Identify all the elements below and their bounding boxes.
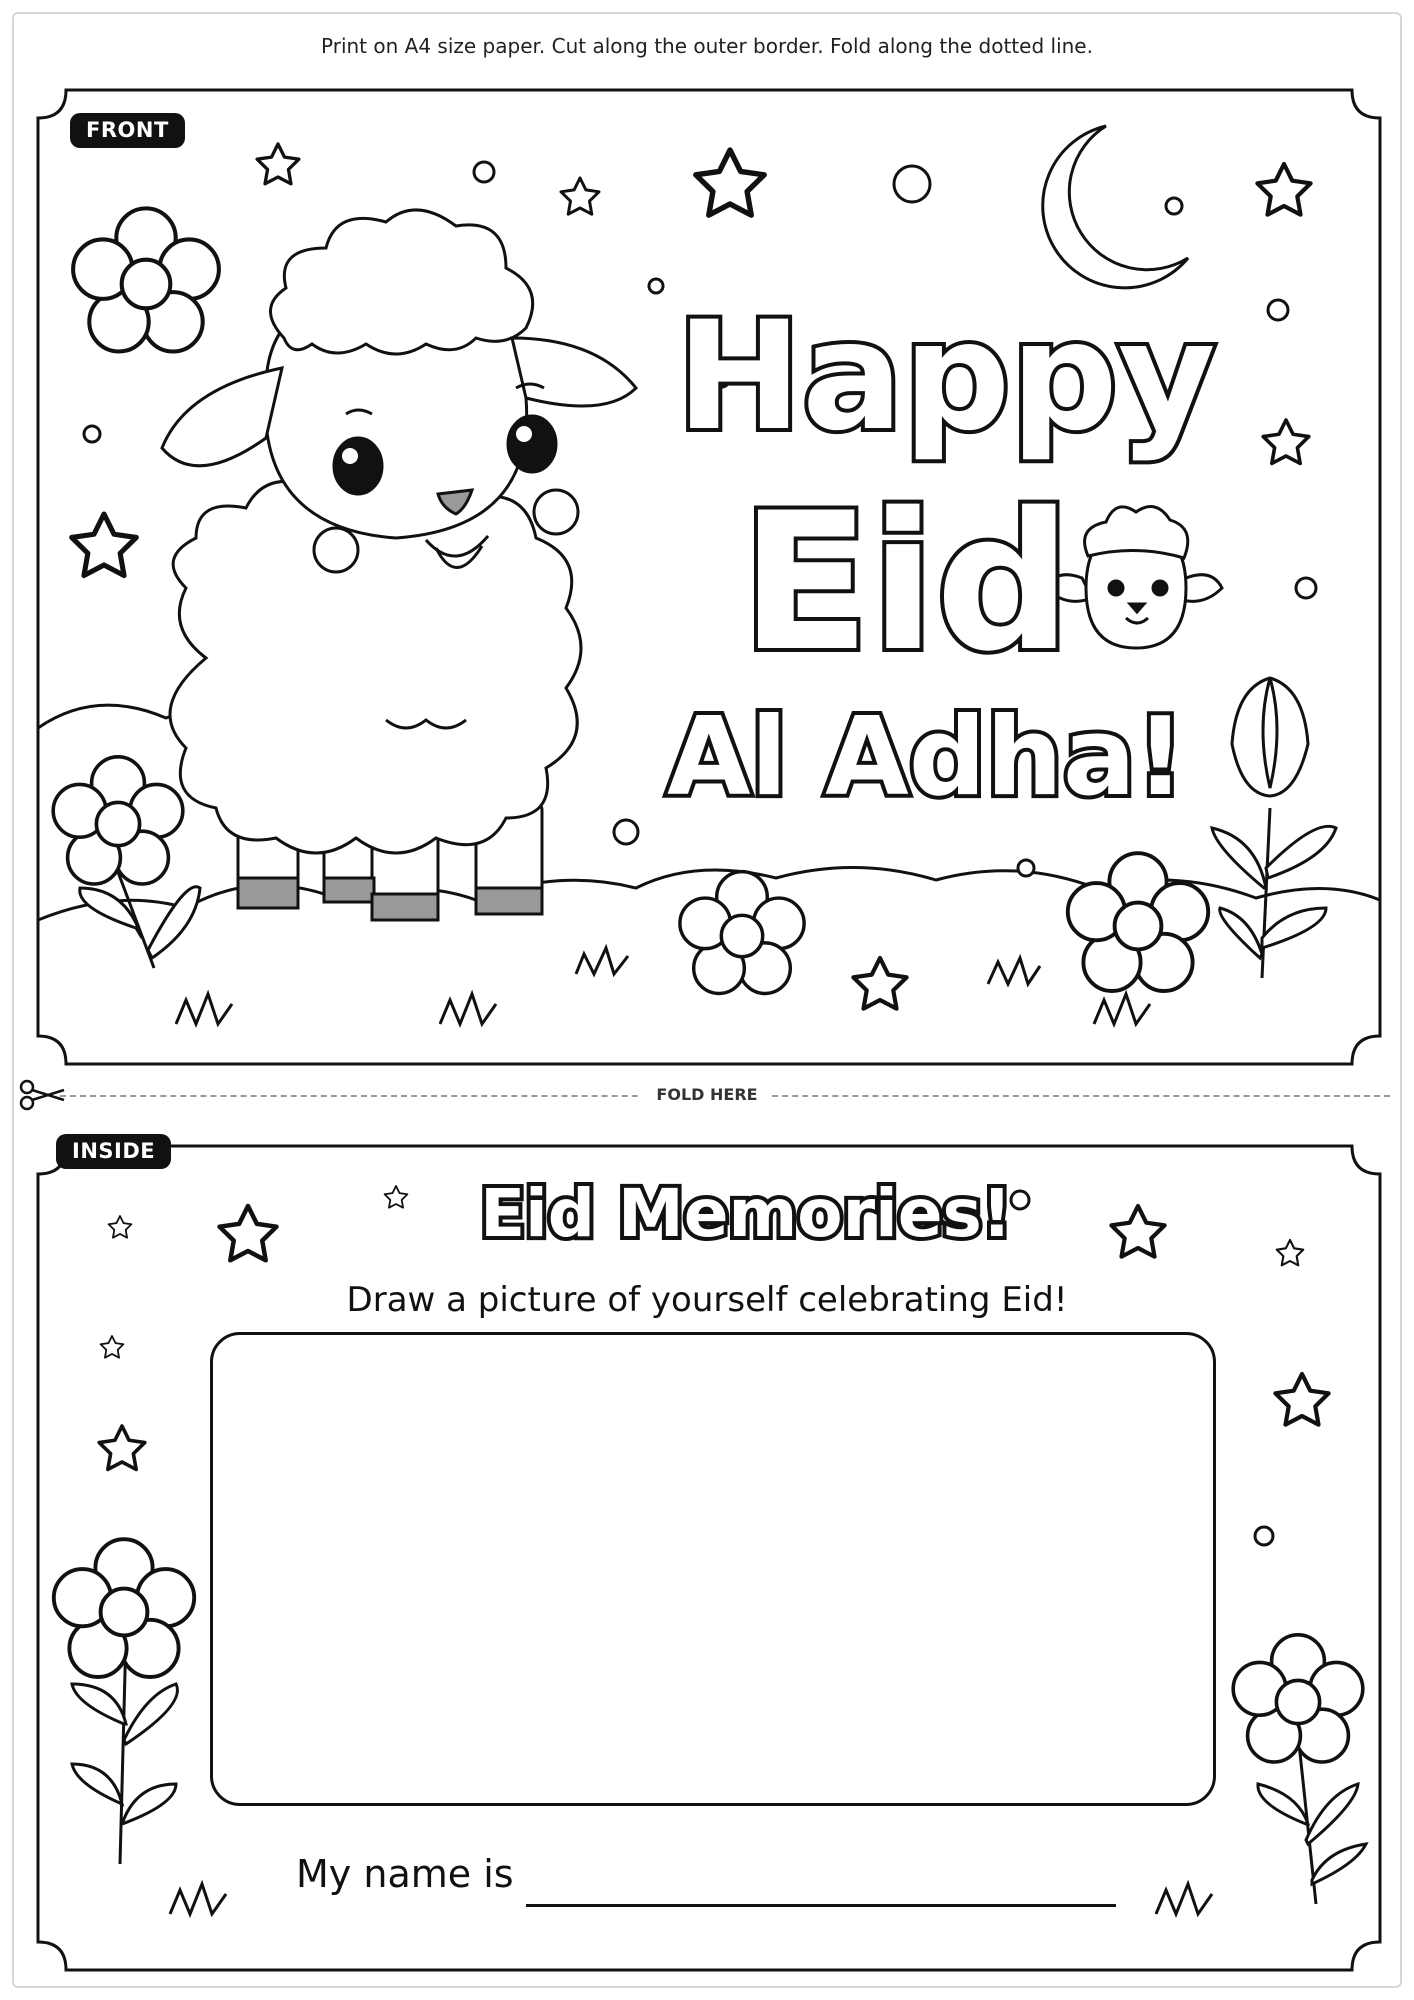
star-icon: [1263, 420, 1309, 463]
fold-label: FOLD HERE: [0, 1085, 1414, 1104]
print-instructions: Print on A4 size paper. Cut along the outer border. Fold along the dotted line.: [321, 34, 1093, 58]
scissors-icon: [18, 1078, 66, 1112]
name-write-line[interactable]: [526, 1904, 1116, 1907]
flower-icon: [73, 208, 219, 351]
star-icon: [561, 178, 599, 214]
flower-icon: [1068, 853, 1208, 991]
sheep-illustration: [162, 210, 636, 920]
drawing-prompt: Draw a picture of yourself celebrating Eid!: [346, 1280, 1068, 1320]
star-icon: [696, 150, 764, 215]
star-icon: [385, 1186, 408, 1208]
front-card-artwork: [36, 88, 1382, 1066]
star-icon: [853, 958, 906, 1009]
inside-heading: Eid Memories!: [480, 1175, 1012, 1252]
star-icon: [220, 1206, 277, 1260]
front-title-line2: Eid: [740, 472, 1072, 693]
inside-tag: INSIDE: [56, 1134, 171, 1169]
star-icon: [109, 1216, 132, 1238]
name-label: My name is: [296, 1852, 514, 1896]
star-icon: [1257, 164, 1310, 215]
tulip-icon: [1212, 678, 1336, 978]
star-icon: [99, 1426, 145, 1469]
star-icon: [1277, 1240, 1304, 1265]
front-card: [36, 88, 1382, 1066]
flower-icon: [1233, 1635, 1363, 1762]
star-icon: [257, 144, 299, 184]
front-tag: FRONT: [70, 113, 185, 148]
front-title-line3: Al Adha!: [666, 695, 1186, 820]
small-sheep-icon: [1046, 507, 1222, 648]
grass-icon: [176, 948, 1150, 1024]
flower-icon: [54, 1539, 194, 1677]
flower-icon: [53, 757, 183, 884]
star-icon: [1275, 1374, 1328, 1425]
flower-icon: [680, 872, 804, 994]
star-icon: [1111, 1206, 1164, 1257]
star-icon: [72, 514, 137, 576]
star-icon: [101, 1336, 124, 1358]
front-title-line1: Happy: [676, 290, 1216, 464]
drawing-area[interactable]: [210, 1332, 1216, 1806]
